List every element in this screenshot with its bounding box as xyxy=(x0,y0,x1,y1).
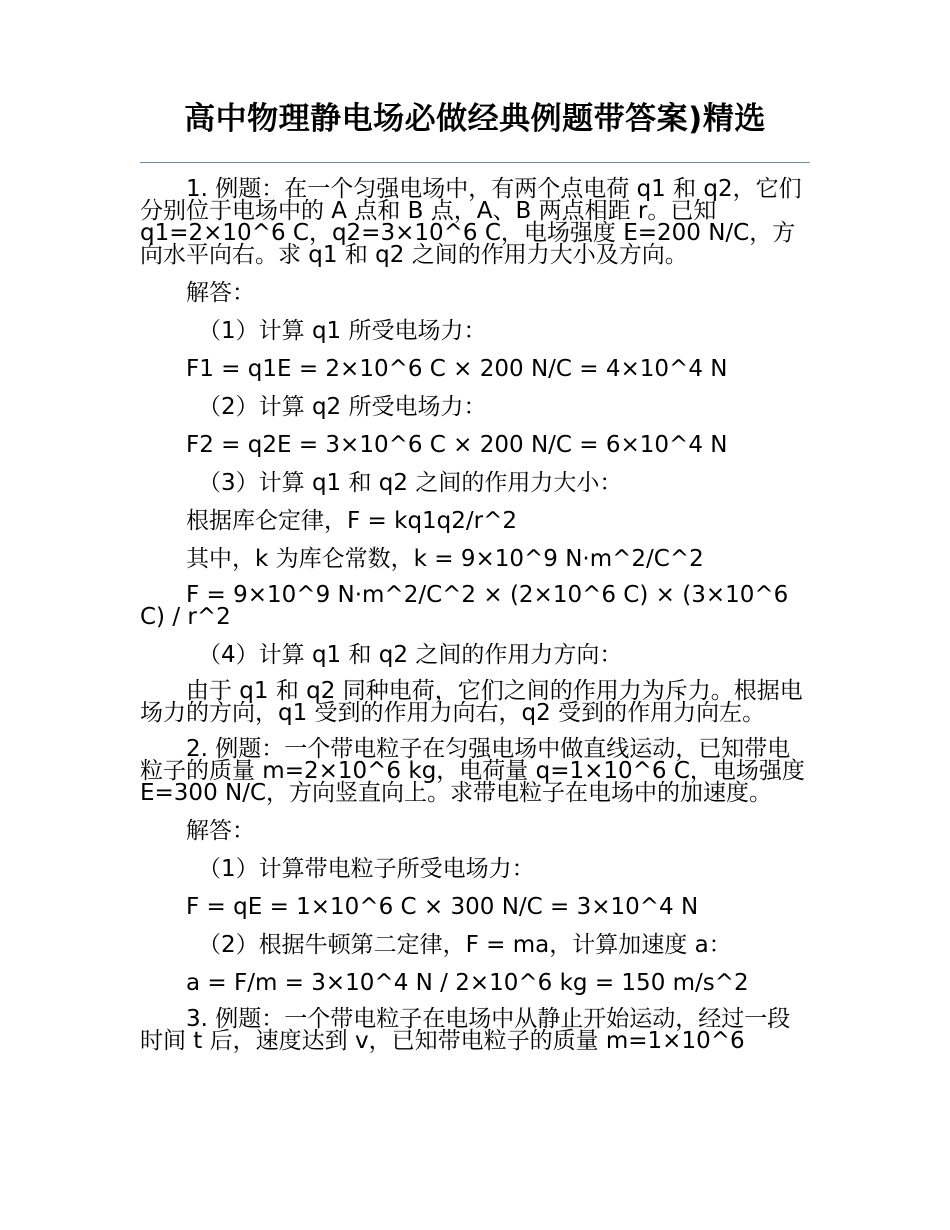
paragraph: 解答： xyxy=(186,280,255,306)
paragraph: F = 9×10^9 N·m^2/C^2 × (2×10^6 C) × (3×10^6 C) / r^2 xyxy=(140,582,789,630)
paragraph: F = qE = 1×10^6 C × 300 N/C = 3×10^4 N xyxy=(186,894,699,920)
document-title: 高中物理静电场必做经典例题带答案)精选 xyxy=(184,101,766,137)
paragraph: 3. 例题：一个带电粒子在电场中从静止开始运动，经过一段时间 t 后，速度达到 v，已知带电粒子的质量 m=1×10^6 xyxy=(140,1006,791,1054)
paragraph: a = F/m = 3×10^4 N / 2×10^6 kg = 150 m/s^2 xyxy=(186,970,749,996)
paragraph: 解答： xyxy=(186,818,255,844)
paragraph: （3）计算 q1 和 q2 之间的作用力大小： xyxy=(198,470,623,496)
document-body xyxy=(140,178,810,1066)
paragraph: （4）计算 q1 和 q2 之间的作用力方向： xyxy=(198,642,623,668)
paragraph: F2 = q2E = 3×10^6 C × 200 N/C = 6×10^4 N xyxy=(186,432,728,458)
paragraph: 根据库仑定律，F = kq1q2/r^2 xyxy=(186,508,518,534)
paragraph: （1）计算带电粒子所受电场力： xyxy=(198,856,535,882)
paragraph: 由于 q1 和 q2 同种电荷，它们之间的作用力为斥力。根据电场力的方向，q1 受到的作用力向右，q2 受到的作用力向左。 xyxy=(140,678,803,726)
title-divider xyxy=(140,162,810,163)
paragraph: 1. 例题：在一个匀强电场中，有两个点电荷 q1 和 q2，它们分别位于电场中的 A 点和 B 点，A、B 两点相距 r。已知 q1=2×10^6 C，q2=3×10^6 C，电场强度 E=200 N/C，方向水平向右。求 q1 和 q2 之间的作用力大小及方向。 xyxy=(140,176,802,268)
paragraph: （1）计算 q1 所受电场力： xyxy=(198,318,487,344)
paragraph: 2. 例题：一个带电粒子在匀强电场中做直线运动，已知带电粒子的质量 m=2×10^6 kg，电荷量 q=1×10^6 C，电场强度 E=300 N/C，方向竖直向上。求带电粒子在电场中的加速度。 xyxy=(140,736,805,806)
paragraph: （2）计算 q2 所受电场力： xyxy=(198,394,487,420)
paragraph: （2）根据牛顿第二定律，F = ma，计算加速度 a： xyxy=(198,932,732,958)
paragraph: F1 = q1E = 2×10^6 C × 200 N/C = 4×10^4 N xyxy=(186,356,728,382)
paragraph: 其中，k 为库仑常数，k = 9×10^9 N·m^2/C^2 xyxy=(186,546,704,572)
